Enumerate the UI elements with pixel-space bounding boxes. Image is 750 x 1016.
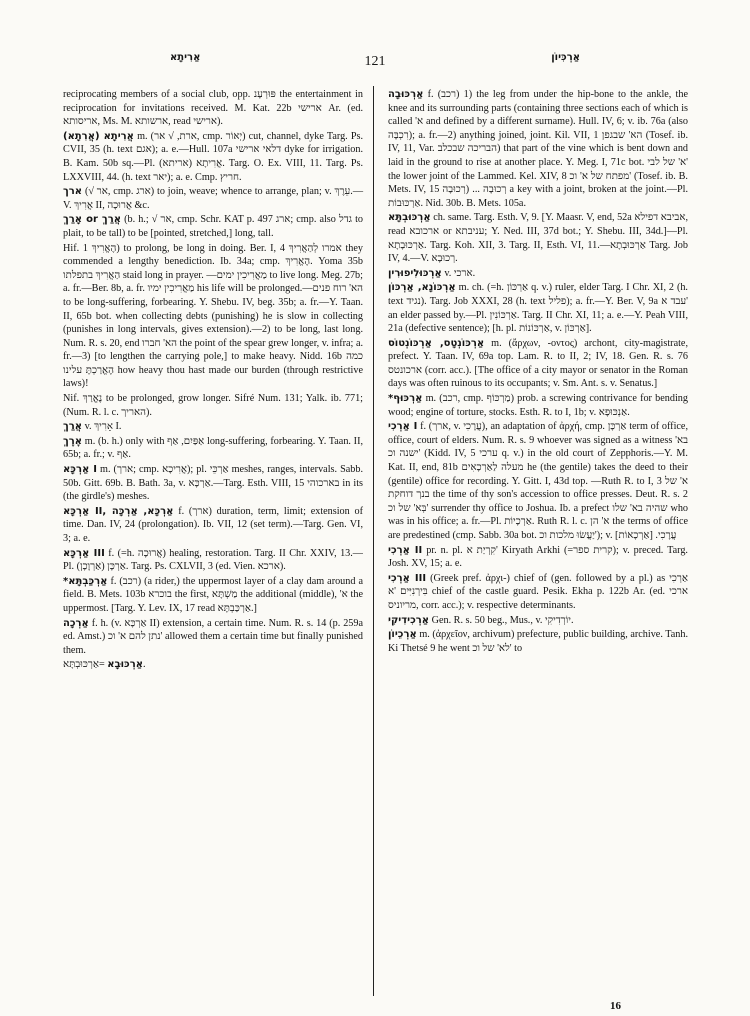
headword: אַרְכֵיוֹן [388, 629, 417, 641]
entry [388, 281, 688, 335]
headword: אַרְכִי III [388, 572, 427, 584]
entry [63, 242, 363, 392]
entry [388, 420, 688, 542]
entry [388, 628, 688, 655]
entry-text: (√ אר, cmp. ארג) to join, weave; whence to arrange, plan; v. עֵרֶךְ.—V. אֲרִיךְ II, אֲרוּכָה &c. [63, 186, 364, 211]
entry-text: f. h. (v. אַרְכָּא II) extension, a certain time. Num. R. s. 14 (p. 259a ed. Amst.) נתן להם א' וכ' allowed them a certain time but finally punished them. [63, 617, 363, 656]
entry [388, 211, 688, 265]
headword: אַרְכּוּבְתָּא [388, 212, 431, 224]
headword: אַרְכּוּבָה [388, 89, 424, 100]
headword: אַרְכִידִיקִי [388, 614, 430, 626]
entry [388, 572, 688, 613]
left-column [63, 88, 363, 673]
entry-text: m. (ἀρχεῖον, archivum) prefecture, public building, archive. Tanh. Ki Thetsé 9 he went לא' של וכ' to [388, 629, 688, 654]
headword: אַרְכּוּבָא [107, 659, 144, 671]
headword: אַרְכָּא III [63, 547, 105, 559]
entry-text: f. (ארך, v. עֲרָכִי), an adaptation of ἀρχή, cmp. אַרְכָּן term of office, office, court of elders. Num. R. s. 9 whoever was signed as a witness בא' ישנה וכ' (Kidd. IV, 5 ערכי q. v.) in the old court of Zepphoris.—Y. M. Kat. II, end, 81b מעלה לַאַרְכָאִים he (the gentile) takes the deed to their (gentile) office for recording. Y. Gitt. I, 43d top. —Ruth R. to I, 3 א' של בנך דוחקת the time of thy son's accession to office presses. Deut. R. s. 2 בְּא' של וכ' surrender thy office to Joshua. Ib. a prefect שהיה בא' שלו who was in his office; a. fr.—Pl. אַרְכָיוֹת. Ruth R. l. c. א' הן the terms of office are predestined (cmp. Sabb. 30a bot. יַעֲשׂוּ מלכות וכ'); v. עֲרָכִי. [אַרְכָאוֹת] [388, 421, 689, 541]
entry-text: f. (רכב) (a rider,) the uppermost layer of a clay dam around a field. B. Mets. 103b בוכרא the first, מַשְׁתָּא the additional (middle), 'א the uppermost. [Targ. Y. Lev. IX, 17 read אַרְכַּבְתָּא.] [63, 575, 364, 614]
entry-text: m. (ἄρχων, -οντος) archont, city-magistrate, prefect. Y. Taan. IV, 69a top. Lam. R. to II, 2; IV, 18. Gen. R. s. 76 ארכונטס (corr. acc.). [The office of a city mayor or senator in the Roman days was often ruinous to its occupants; v. Sm. Ant. s. v. Senatus.] [388, 337, 688, 390]
entry-text: m. (b. h.) only with אַפַּיִם, אַף long-suffering, forbearing. Y. Taan. II, 65b; a. fr.; v. אַף. [63, 435, 364, 461]
headword: אַרְכָּא II, אַרְכָּא, אַרְכָּה [63, 505, 174, 517]
entry [63, 88, 363, 129]
headword: אֲרַךְ [63, 421, 83, 433]
running-head-right: אַרְכִּיוֹן [551, 52, 580, 63]
running-head-left: אַרִיתָא [170, 52, 201, 63]
entry-text: m. (ארת, √ אר, cmp. יְאוֹר) cut, channel, dyke Targ. Ps. CVII, 35 (h. text אגם); a. e.—Hull. 107a דלאי ארישי dyke for irrigation. B. Kam. 50b sq.—Pl. אֲרִיתָא (אריתא). Targ. O. Ex. VIII, 11. Targ. Ps. LXXVIII, 44. (h. text יאר); a. e. Cmp. חריץ. [63, 130, 364, 183]
headword: אֶרֶךְ [63, 435, 83, 447]
entry-text: m. (רכב, cmp. מַרְכּוֹף) prob. a screwing contrivance for bending wood; engine of torture, stocks. Esth. R. to I, 1b; v. אַנְכּוּפָא. [388, 393, 688, 418]
headword: אַרְכָה [63, 617, 89, 629]
entry [63, 575, 363, 616]
entry-text: m. (ארך; cmp. אֲרִיכָא); pl. אַרְכֵּי meshes, ranges, intervals. Sabb. 50b. Gitt. 69b. B. Bath. 3a, v. אַרְכָּא.—Targ. Esth. VIII, 15 בארכוהי in its (the girdle's) meshes. [63, 464, 364, 503]
entry [388, 614, 688, 628]
headword: אַרְכּוֹנְטָס, אַרְכּוֹנְטוֹס [388, 337, 485, 349]
headword: אַרְכִי II [388, 544, 423, 556]
headword: *אַרְכַּבְתָּא [63, 575, 108, 587]
entry [63, 547, 363, 574]
entry-text: Gen. R. s. 50 beg., Mus., v. יוֹרְדִיקִי. [431, 614, 574, 626]
entry-text: (Greek pref. ἀρχι-) chief of (gen. followed by a pl.) as אַרְכִי בִּירְנִיִּים 'א chief of the castle guard. Pesik. Ekha p. 122b Ar. (ed. ארכי מריוניס, corr. acc.); v. respective determinants. [388, 572, 688, 611]
headword: אַרְכּוֹנָא, אַרְכּוֹן [388, 282, 456, 294]
entry-text: v. אָרִיךְ I. [84, 421, 122, 433]
entry-text: m. ch. (=h. אַרְכּוֹן q. v.) ruler, elder Targ. I Chr. XI, 2 (h. text נגיד). Targ. Job XXXI, 28 (h. text פליל); a. fr.—Y. Ber. V, 9a עבד א' an elder passed by.—Pl. אַרְכּוֹנִין. Targ. II Chr. XI, 11; a. e.—Y. Peah VIII, 21a (defective sentence); [h. pl. אַרְכּוֹנוֹת, v. אַרְכּוֹן]. [388, 282, 688, 335]
entry-text: (b. h.; √ אר, cmp. Schr. KAT p. 497 ארג; cmp. also גדל to plait, to be tall) to be [pointed, stretched,] long, tall. [63, 214, 363, 239]
entry [63, 420, 363, 434]
page-header [60, 52, 690, 76]
headword: אֲרִיתָא (אֲרִתָא) [63, 130, 134, 142]
entry [63, 392, 363, 419]
entry [63, 130, 363, 184]
entry [388, 267, 688, 281]
right-column [388, 88, 688, 656]
entry-text: reciprocating members of a social club, opp. פּוּרְעָנ the entertainment in reciprocation for invitations received. M. Kat. 22b ארישי Ar. (ed. אריסותא, Ms. M. ארשותא, read ארישי). [63, 89, 363, 128]
headword: אַרְכָּא I [63, 464, 97, 476]
entry-text: ch. same. Targ. Esth. V, 9. [Y. Maasr. V, end, 52a אביבא דפילא, read ארכובא or עניבתא; Y. Ned. III, 37d bot.; Y. Shebu. III, 34d.]—Pl. אַרְכּוּבָתָא. Targ. Koh. XII, 3. Targ. II, Esth. VI, 11.—אַרְכּוּבְתָא Targ. Job IV, 4.—V. רְכוּבָא. [388, 212, 688, 265]
headword: ארך [63, 186, 83, 198]
page-number: 121 [364, 54, 386, 69]
entry [63, 463, 363, 504]
entry [63, 617, 363, 658]
entry-text: Hif. הֶאֱרִיךְ 1) to prolong, be long in doing. Ber. I, 4 אמרו לְהַאֲרִיךְ they commended a lengthy benediction. Ib. 34a; cmp. הֶאֱרִיךְ. Yoma 35b הַאֲרִיךְ בתפלתו staid long in prayer. —מַאֲרִיכִין ימים to live long. Meg. 27b; a. fr.—Ber. 8b, a. fr. מַאֲרִיכִין ימיו his life will be prolonged.—הא' רוח פנים to be long-suffering, forbearing. Y. Shebu. IV, beg. 35b; a. fr.—Y. Taan. II, 65b bot. when collecting debts (punishing) he is slow in collecting (punishes in long intervals, gives extension).—2) to be long, last long. Num. R. s. 20, end הא' חברו the point of the spear grew longer, v. infra; a. fr.—3) [to lengthen the carrying pole,] to make heavy. Nidd. 16b כמה הֶאֱרַכְתָּ עלינו how heavy thou hast made our burden (through restrictive laws)! [63, 242, 364, 390]
entry-text: pr. n. pl. קִרְיַת א' Kiryath Arkhi (=קרית ספר); v. preced. Targ. Josh. XV, 15; a. e. [388, 544, 688, 570]
entry [63, 435, 363, 462]
entry-text: Nif. נֶאֱרַךְ to be prolonged, grow longer. Sifré Num. 131; Yalk. ib. 771; (Num. R. l. c. האריך). [63, 393, 363, 418]
entry [388, 337, 688, 391]
entry-text: f. (רכב) 1) the leg from under the hip-bone to the ankle, the knee and its surrounding parts (containing three sections each of which is called 'א and defined by a different surname). Hull. IV, 6; v. ib. 76a (also רִכְבָּה); a. fr.—2) anything joined, joint. Kil. VII, 1 הא' שבגפן (Tosef. ib. IV, 11, Var. הבריכה שבכלב) that part of the vine which is bent down and laid in the ground to rise at another place. Y. Meg. I, 71c bot. א' של לבי' the lower joint of the Lammed. Kel. XIV, 8 מפתח של א' וכ' (Tosef. ib. B. Mets. IV, 15 רְכוּבָה ... (רְכוּבָה a key with a joint, broken at the joint.—Pl. אַרְכּוּבוֹת. Nid. 30b. B. Mets. 105a. [388, 89, 689, 209]
headword: אַרְכּוּלִיפוּרִין [388, 267, 442, 279]
entry [63, 185, 363, 212]
entry-text: =אַרְכּוּבְתָּא. [63, 659, 146, 671]
signature-mark: 16 [610, 1000, 621, 1012]
headword: אָרַךְ or אֲרַךְ [63, 214, 121, 226]
entry [63, 505, 363, 546]
entry-text: v. ארכי. [444, 267, 476, 279]
entry [388, 88, 688, 210]
entry-text: f. (=h. אֲרוּכָה) healing, restoration. Targ. II Chr. XXIV, 13.—Pl. אַרְכָּן (אַרְוָכָן). Targ. Ps. CXLVII, 3 (ed. Vien. ארכא). [63, 547, 363, 573]
entry [63, 213, 363, 240]
entry [388, 544, 688, 571]
headword: אַרְכִי I [388, 421, 418, 433]
headword: *אַרְכּוּף [388, 393, 423, 405]
column-divider [373, 86, 374, 996]
entry [63, 658, 363, 672]
entry-text: f. (ארך) duration, term, limit; extension of time. Dan. IV, 24 (prolongation). Ib. VII, 12 (set term).—Targ. Gen. VI, 3; a. e. [63, 505, 363, 544]
entry [388, 392, 688, 419]
